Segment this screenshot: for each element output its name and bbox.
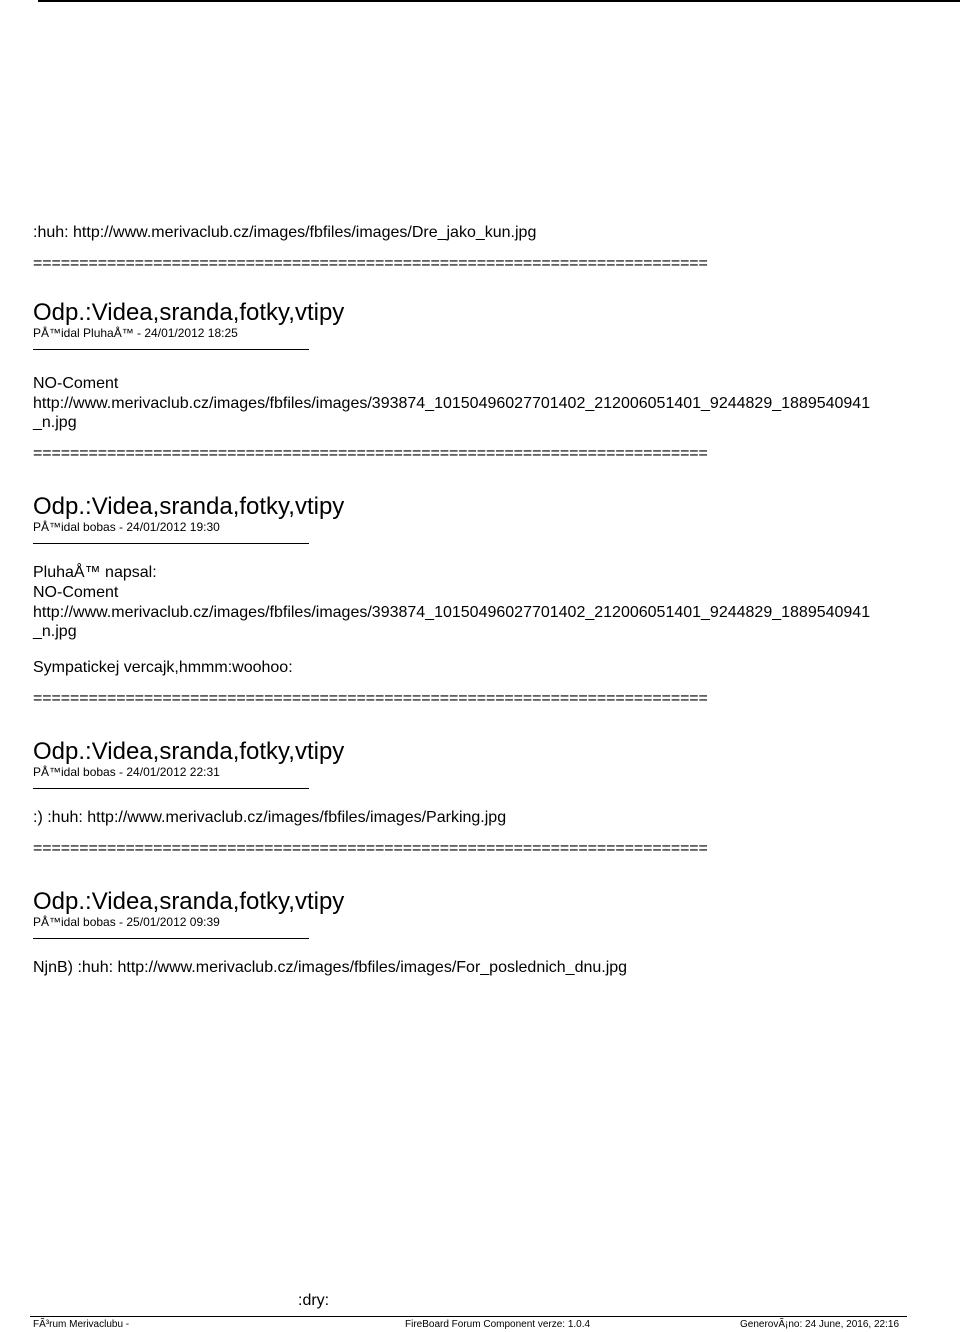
meta-divider [33,349,309,350]
post-author-date: PÅ™idal PluhaÅ™ - 24/01/2012 18:25 [33,326,238,340]
post-link[interactable]: http://www.merivaclub.cz/images/fbfiles/images/393874_10150496027701402_212006051401_9244829_1889540941_n.jpg [33,604,871,640]
post-separator: ========================================================================= [33,447,708,461]
post-title: Odp.:Videa,sranda,fotky,vtipy [33,493,345,520]
post-text-line: NO-Coment [33,375,119,392]
trailing-smiley-text: :dry: [298,1292,330,1309]
post-separator: ========================================================================= [33,692,708,706]
post-link[interactable]: http://www.merivaclub.cz/images/fbfiles/images/393874_10150496027701402_212006051401_9244829_1889540941_n.jpg [33,395,871,431]
post [33,300,933,432]
post-author-date: PÅ™idal bobas - 24/01/2012 22:31 [33,765,220,779]
post-link[interactable]: NjnB) :huh: http://www.merivaclub.cz/images/fbfiles/images/For_poslednich_dnu.jpg [33,959,628,976]
meta-divider [33,938,309,939]
footer-generated-date: GenerovÃ¡no: 24 June, 2016, 22:16 [740,1319,900,1330]
post-title: Odp.:Videa,sranda,fotky,vtipy [33,738,345,765]
post-title: Odp.:Videa,sranda,fotky,vtipy [33,299,345,326]
post-title: Odp.:Videa,sranda,fotky,vtipy [33,888,345,915]
intro-text: :huh: http://www.merivaclub.cz/images/fbfiles/images/Dre_jako_kun.jpg [33,224,537,241]
quote-author: PluhaÅ™ napsal: [33,564,157,581]
document-page [33,223,933,977]
post [33,494,933,677]
footer-component-version: FireBoard Forum Component verze: 1.0.4 [405,1319,591,1330]
top-border [38,0,960,2]
post-separator: ========================================================================= [33,257,708,271]
meta-divider [33,543,309,544]
post-text-line: NO-Coment [33,584,119,601]
footer-forum-name: FÃ³rum Merivaclubu - [33,1319,130,1330]
footer-divider [30,1316,907,1317]
post-link[interactable]: :) :huh: http://www.merivaclub.cz/images/fbfiles/images/Parking.jpg [33,809,507,826]
post-text-line: Sympatickej vercajk,hmmm:woohoo: [33,659,293,676]
post-author-date: PÅ™idal bobas - 24/01/2012 19:30 [33,520,220,534]
meta-divider [33,788,309,789]
post-separator: ========================================================================= [33,842,708,856]
post-author-date: PÅ™idal bobas - 25/01/2012 09:39 [33,915,220,929]
post [33,889,933,977]
post [33,739,933,827]
